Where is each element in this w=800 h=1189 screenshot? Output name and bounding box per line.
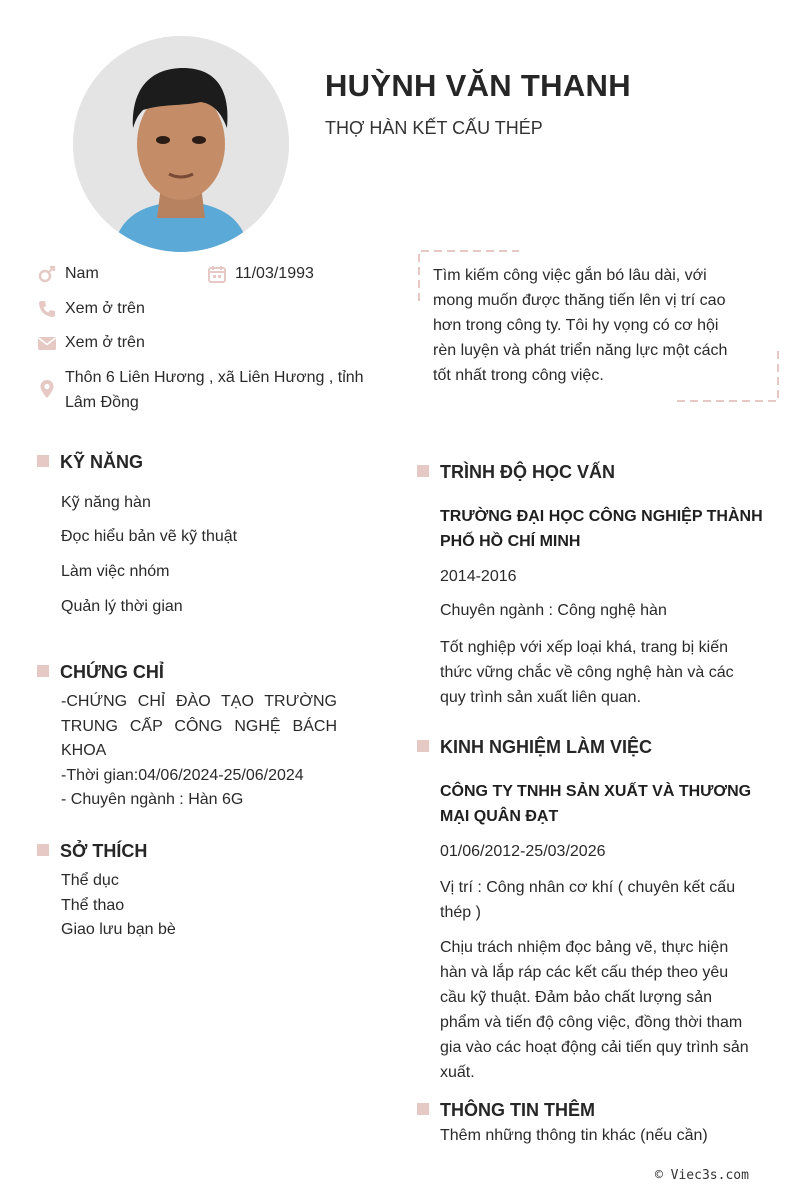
additional-info-text: Thêm những thông tin khác (nếu cần) xyxy=(440,1127,708,1144)
career-objective xyxy=(433,263,763,388)
additional-info-heading: THÔNG TIN THÊM xyxy=(440,1100,595,1120)
hobby-item: Thể dục xyxy=(61,872,119,889)
contact-address xyxy=(37,365,387,415)
phone-icon xyxy=(37,299,57,319)
address-line-1: Thôn 6 Liên Hương , xã Liên Hương , tỉnh xyxy=(65,369,364,386)
hobbies-heading: SỞ THÍCH xyxy=(60,841,148,861)
gender-value: Nam xyxy=(65,265,99,282)
phone-value: Xem ở trên xyxy=(65,300,145,317)
section-marker xyxy=(37,844,49,856)
avatar xyxy=(73,36,289,252)
skill-item: Đọc hiểu bản vẽ kỹ thuật xyxy=(61,528,238,545)
certificate-block xyxy=(61,690,337,813)
gender-icon xyxy=(37,264,57,284)
experience-description: Chịu trách nhiệm đọc bảng vẽ, thực hiện hàn và lắp ráp các kết cấu thép theo yêu cầu kỹ thuật. Đảm bảo chất lượng sản phẩm và tiến độ công việc, đồng thời tham gia vào các hoạt động cải tiến quy trình sản xuất. xyxy=(440,939,749,1081)
section-marker xyxy=(37,455,49,467)
experience-heading: KINH NGHIỆM LÀM VIỆC xyxy=(440,737,653,757)
school-name: TRƯỜNG ĐẠI HỌC CÔNG NGHIỆP THÀNH PHỐ HỒ CHÍ MINH xyxy=(440,508,763,550)
birthdate-value: 11/03/1993 xyxy=(235,265,314,282)
copyright-footer: © Viec3s.com xyxy=(655,1168,749,1183)
contact-birthdate xyxy=(207,261,367,286)
section-marker xyxy=(37,665,49,677)
certificate-period: -Thời gian:04/06/2024-25/06/2024 xyxy=(61,766,304,784)
calendar-icon xyxy=(207,264,227,284)
mail-icon xyxy=(37,333,57,353)
objective-line: rèn luyện và phát triển năng lực một cách xyxy=(433,342,728,359)
hobby-item: Giao lưu bạn bè xyxy=(61,921,176,938)
email-value: Xem ở trên xyxy=(65,334,145,351)
experience-period: 01/06/2012-25/03/2026 xyxy=(440,843,606,860)
company-name: CÔNG TY TNHH SẢN XUẤT VÀ THƯƠNG MẠI QUÂN ĐẠT xyxy=(440,783,752,825)
skill-item: Kỹ năng hàn xyxy=(61,494,151,511)
address-line-2: Lâm Đồng xyxy=(65,394,139,411)
experience-position: Vị trí : Công nhân cơ khí ( chuyên kết cấu thép ) xyxy=(440,879,736,921)
contact-phone xyxy=(37,296,237,321)
education-heading: TRÌNH ĐỘ HỌC VẤN xyxy=(440,462,615,482)
candidate-name: HUỲNH VĂN THANH xyxy=(325,68,631,103)
education-description: Tốt nghiệp với xếp loại khá, trang bị kiến thức vững chắc về công nghệ hàn và các quy trình sản xuất liên quan. xyxy=(440,639,734,706)
objective-line: Tìm kiếm công việc gắn bó lâu dài, với xyxy=(433,267,707,284)
profile-photo xyxy=(73,36,289,252)
certificate-line: KHOA xyxy=(61,742,107,759)
contact-gender xyxy=(37,261,187,286)
skills-heading: KỸ NĂNG xyxy=(60,452,144,472)
contact-email xyxy=(37,330,237,355)
objective-line: hơn trong công ty. Tôi hy vọng có cơ hội xyxy=(433,317,719,334)
section-marker xyxy=(417,465,429,477)
skill-item: Quản lý thời gian xyxy=(61,598,183,615)
hobby-item: Thể thao xyxy=(61,897,125,914)
certificate-major: - Chuyên ngành : Hàn 6G xyxy=(61,791,244,808)
section-marker xyxy=(417,1103,429,1115)
education-major: Chuyên ngành : Công nghệ hàn xyxy=(440,602,667,619)
section-marker xyxy=(417,740,429,752)
location-pin-icon xyxy=(37,379,57,399)
objective-line: tốt nhất trong công việc. xyxy=(433,367,604,384)
skill-item: Làm việc nhóm xyxy=(61,563,170,580)
certificate-line: -CHỨNG CHỈ ĐÀO TẠO TRƯỜNG xyxy=(61,693,337,710)
objective-line: mong muốn được thăng tiến lên vị trí cao xyxy=(433,292,726,309)
certificate-line: TRUNG CẤP CÔNG NGHỆ BÁCH xyxy=(61,717,337,735)
job-title: THỢ HÀN KẾT CẤU THÉP xyxy=(325,118,543,138)
certificates-heading: CHỨNG CHỈ xyxy=(60,662,164,682)
education-period: 2014-2016 xyxy=(440,568,517,585)
